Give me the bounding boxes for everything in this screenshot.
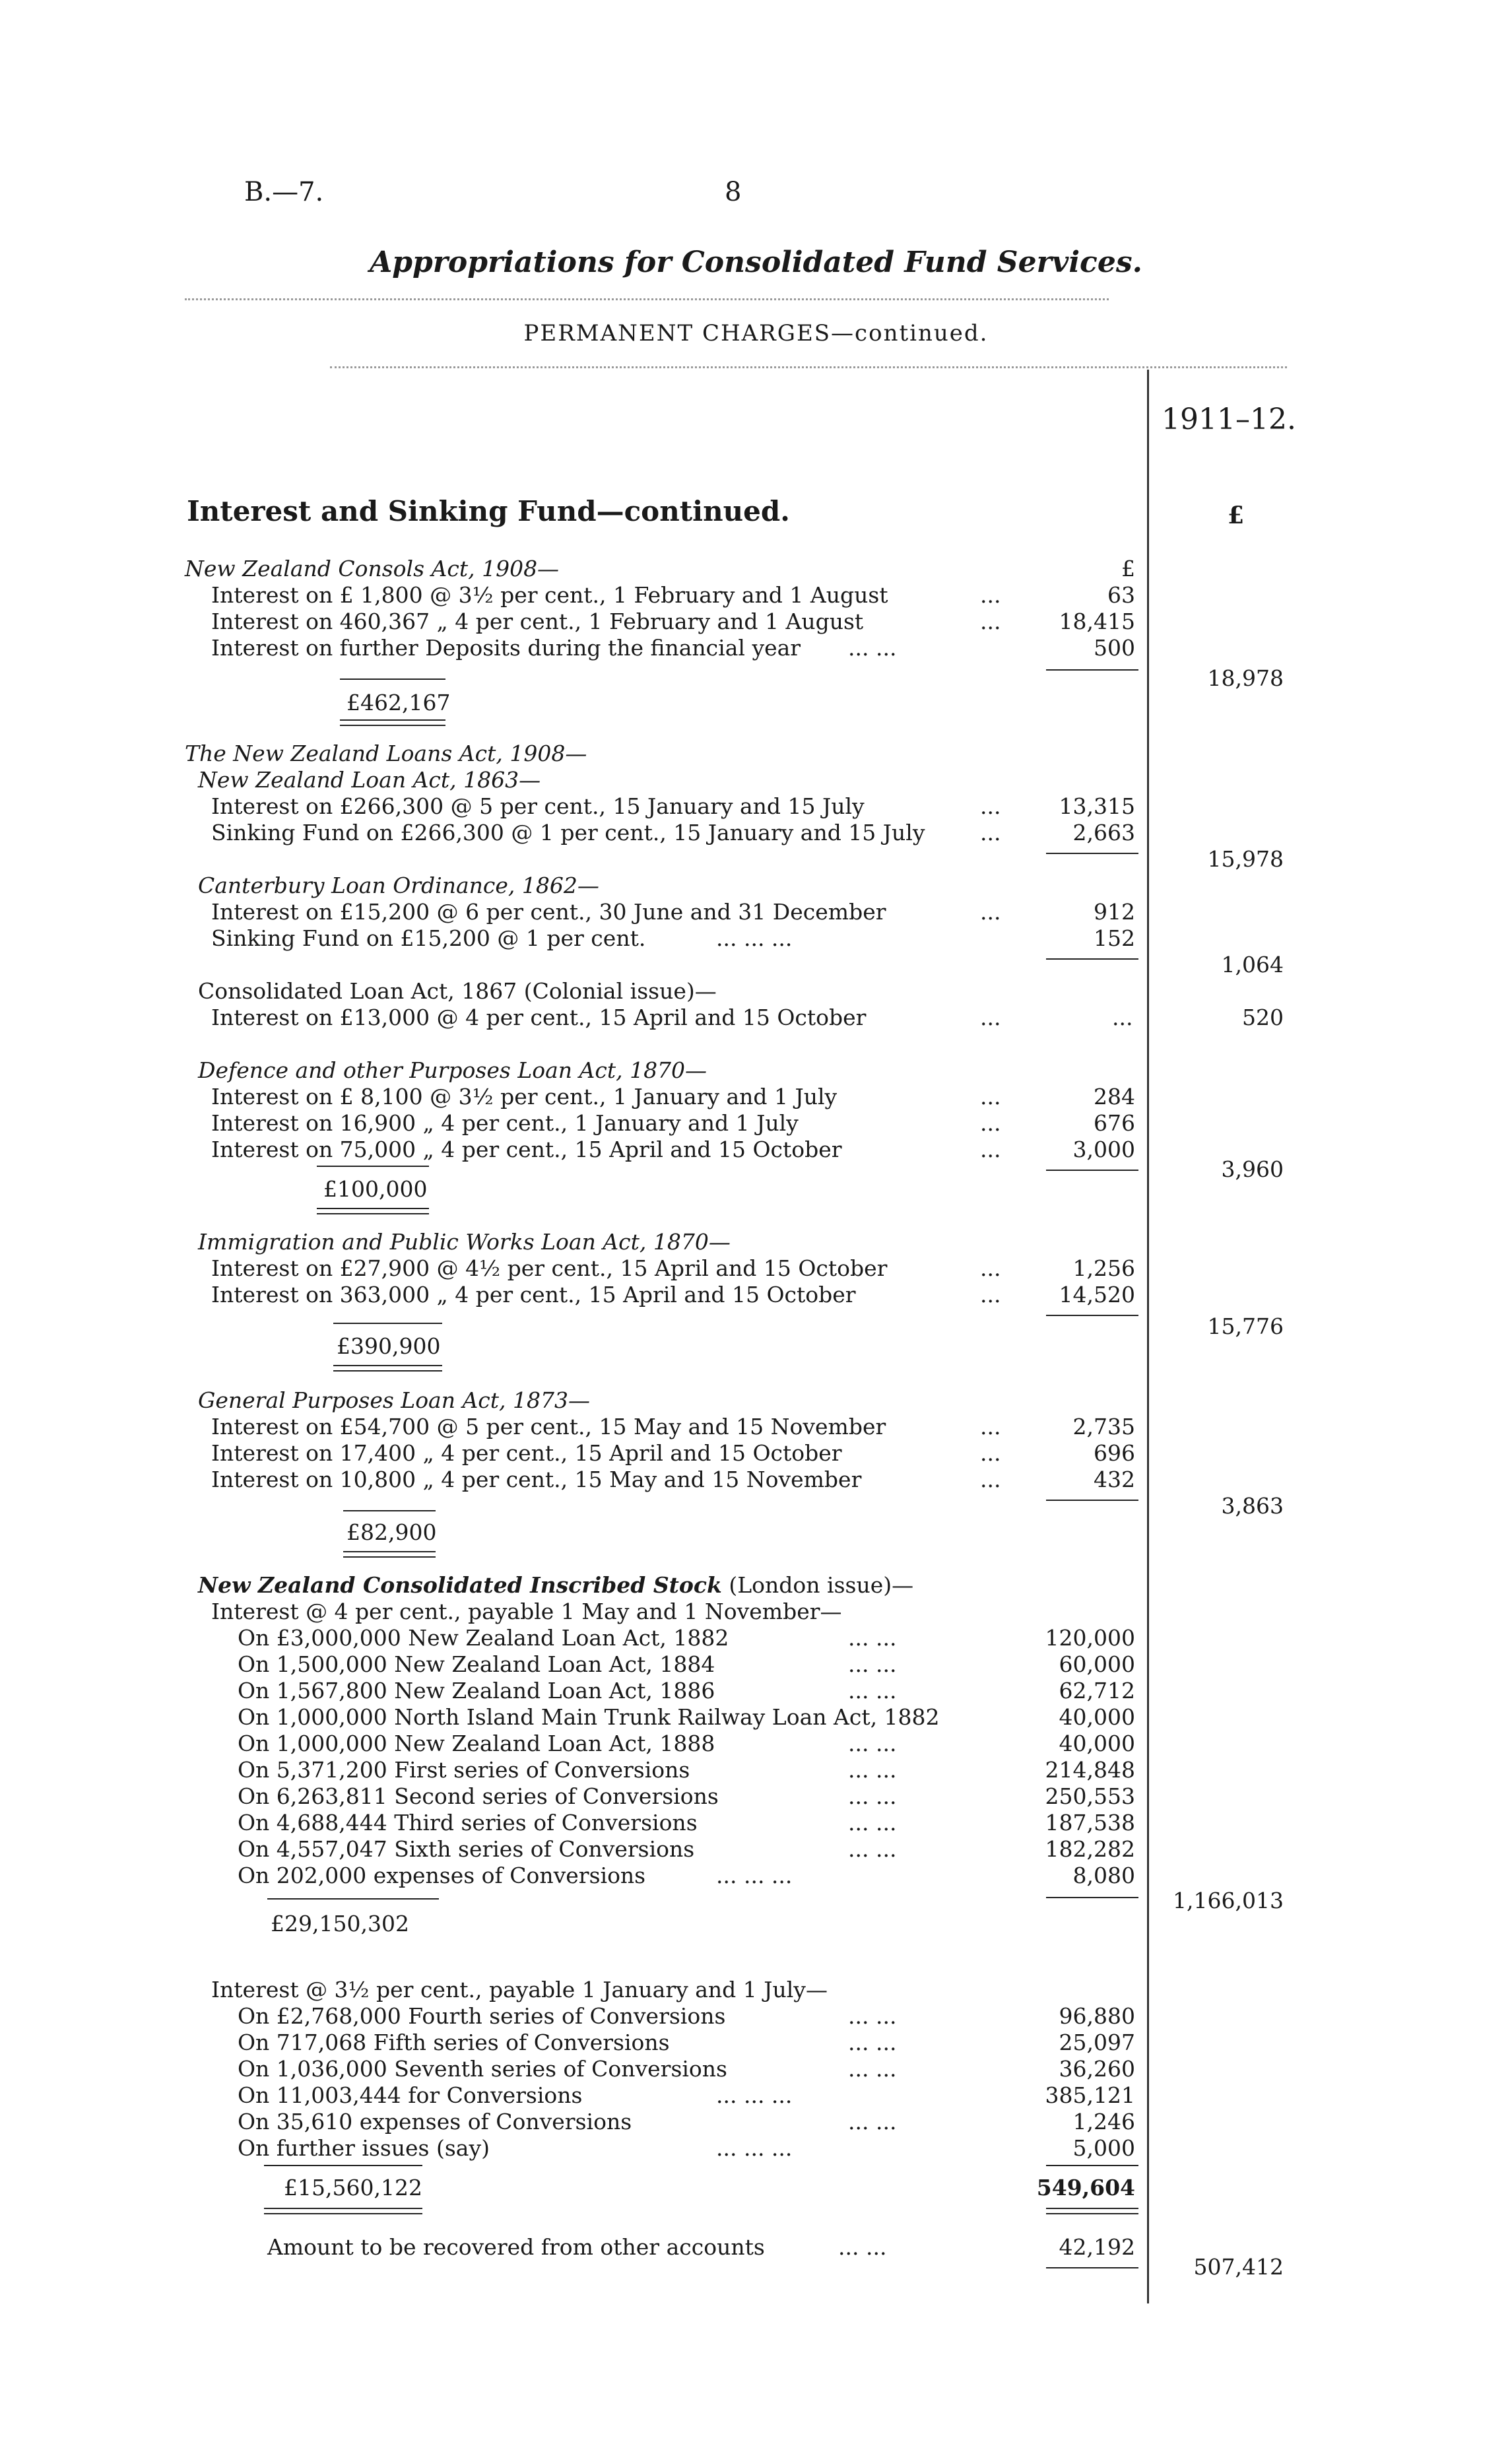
group-heading: Immigration and Public Works Loan Act, 1870— [198, 1229, 731, 1255]
rate-heading: Interest @ 4 per cent., payable 1 May and 1 November— [211, 1599, 842, 1624]
subtitle: PERMANENT CHARGES—continued. [523, 320, 989, 347]
amount: 3,000 [1072, 1137, 1135, 1162]
group-total: 3,960 [1221, 1156, 1284, 1182]
principal-sum: £462,167 [346, 690, 451, 715]
amount: 2,663 [1072, 820, 1135, 845]
amount: 2,735 [1072, 1414, 1135, 1439]
sum-rule [1046, 1170, 1138, 1171]
group-total: 15,776 [1207, 1313, 1284, 1339]
line-item: Interest on £54,700 @ 5 per cent., 15 May and 15 November [211, 1414, 886, 1439]
line-item: Interest on 75,000 „ 4 per cent., 15 April and 15 October [211, 1137, 842, 1162]
double-rule [264, 2208, 422, 2214]
sum-rule [1046, 1315, 1138, 1316]
amount: 284 [1094, 1084, 1135, 1109]
leader-dots: ... [980, 1005, 1001, 1030]
line-item: Interest on £15,200 @ 6 per cent., 30 June and 31 December [211, 899, 886, 925]
sum-rule [1046, 2165, 1138, 2166]
leader-dots: ... ... ... [716, 2135, 793, 2161]
leader-dots: ... [980, 820, 1001, 845]
line-item: On 1,500,000 New Zealand Loan Act, 1884 [238, 1651, 715, 1677]
leader-dots: ... ... [848, 635, 897, 661]
sum-rule [340, 678, 445, 680]
double-rule [317, 1208, 429, 1214]
principal-sum: £29,150,302 [271, 1911, 409, 1936]
leader-dots: ... ... [838, 2234, 887, 2260]
amount: 18,415 [1059, 609, 1135, 634]
line-item: On 1,000,000 North Island Main Trunk Railway Loan Act, 1882 [238, 1704, 940, 1730]
amount: 912 [1094, 899, 1135, 925]
leader-dots: ... ... ... [716, 2082, 793, 2108]
leader-dots: ... ... [848, 1757, 897, 1783]
leader-dots: ... ... [848, 2030, 897, 2055]
amount: 250,553 [1045, 1783, 1135, 1809]
line-item: On £3,000,000 New Zealand Loan Act, 1882 [238, 1625, 729, 1651]
line-item: Interest on further Deposits during the financial year [211, 635, 801, 661]
line-item: Interest on 16,900 „ 4 per cent., 1 January and 1 July [211, 1110, 799, 1136]
amount: 63 [1107, 582, 1135, 608]
double-rule [343, 1551, 436, 1558]
group-heading: Canterbury Loan Ordinance, 1862— [198, 873, 599, 898]
divider [330, 366, 1287, 368]
line-item: Interest on £ 1,800 @ 3½ per cent., 1 February and 1 August [211, 582, 888, 608]
sum-rule [317, 1166, 429, 1167]
leader-dots: ... ... [848, 2003, 897, 2029]
page-title: Appropriations for Consolidated Fund Services. [370, 246, 1142, 279]
leader-dots: ... ... ... [716, 1863, 793, 1888]
pound-sign: £ [1121, 556, 1135, 581]
amount: 182,282 [1045, 1836, 1135, 1862]
leader-dots: ... [980, 1440, 1001, 1466]
leader-dots: ... ... [848, 1836, 897, 1862]
leader-dots: ... [980, 1282, 1001, 1307]
line-item: On 6,263,811 Second series of Conversions [238, 1783, 719, 1809]
line-item: Interest on £266,300 @ 5 per cent., 15 January and 15 July [211, 793, 865, 819]
sum-rule [333, 1323, 442, 1324]
page-number: 8 [725, 177, 742, 207]
leader-dots: ... ... [848, 1731, 897, 1756]
year-heading: 1911–12. [1162, 403, 1296, 436]
currency-heading: £ [1228, 502, 1245, 529]
sum-rule [1046, 1897, 1138, 1898]
amount: 1,246 [1072, 2109, 1135, 2134]
line-item: Sinking Fund on £15,200 @ 1 per cent. [211, 925, 646, 951]
section-heading: Interest and Sinking Fund—continued. [187, 495, 790, 527]
group-heading: New Zealand Consolidated Inscribed Stock (London issue)— [198, 1572, 914, 1598]
line-item: On 4,688,444 Third series of Conversions [238, 1810, 698, 1836]
amount: 152 [1094, 925, 1135, 951]
sum-rule [343, 1510, 436, 1511]
leader-dots: ... [980, 899, 1001, 925]
leader-dots: ... [980, 793, 1001, 819]
amount: 385,121 [1045, 2082, 1135, 2108]
double-rule [340, 719, 445, 726]
principal-sum: £100,000 [323, 1176, 428, 1202]
amount: 432 [1094, 1467, 1135, 1492]
group-total: 3,863 [1221, 1493, 1284, 1519]
leader-dots: ... [980, 1467, 1001, 1492]
amount: 13,315 [1059, 793, 1135, 819]
sum-rule [267, 1898, 439, 1900]
amount: 676 [1094, 1110, 1135, 1136]
amount: 40,000 [1059, 1704, 1135, 1730]
group-heading: General Purposes Loan Act, 1873— [198, 1387, 591, 1413]
leader-dots: ... [980, 1255, 1001, 1281]
line-item: On 4,557,047 Sixth series of Conversions [238, 1836, 695, 1862]
amount: 187,538 [1045, 1810, 1135, 1836]
amount: 1,256 [1072, 1255, 1135, 1281]
sum-rule [1046, 853, 1138, 854]
leader-dots: ... ... [848, 1783, 897, 1809]
leader-dots: ... ... [848, 1810, 897, 1836]
rate-heading: Interest @ 3½ per cent., payable 1 January and 1 July— [211, 1977, 828, 2002]
grand-total: 507,412 [1193, 2254, 1284, 2280]
amount: 96,880 [1059, 2003, 1135, 2029]
line-item: On £2,768,000 Fourth series of Conversions [238, 2003, 726, 2029]
amount: 40,000 [1059, 1731, 1135, 1756]
line-item: Interest on 17,400 „ 4 per cent., 15 April and 15 October [211, 1440, 842, 1466]
line-item: Interest on 10,800 „ 4 per cent., 15 May and 15 November [211, 1467, 862, 1492]
group-total: 18,978 [1207, 665, 1284, 691]
principal-sum: £15,560,122 [284, 2175, 422, 2200]
leader-dots: ... [980, 1084, 1001, 1109]
double-rule [333, 1365, 442, 1372]
amount: 120,000 [1045, 1625, 1135, 1651]
line-item: On 1,000,000 New Zealand Loan Act, 1888 [238, 1731, 715, 1756]
leader-dots: ... [980, 1414, 1001, 1439]
leader-dots: ... [980, 1110, 1001, 1136]
amount: 62,712 [1059, 1678, 1135, 1704]
principal-sum: £82,900 [346, 1519, 437, 1545]
group-subheading: New Zealand Loan Act, 1863— [198, 767, 541, 793]
subtotal: 549,604 [1036, 2175, 1135, 2200]
line-item: On 1,567,800 New Zealand Loan Act, 1886 [238, 1678, 715, 1704]
group-heading: New Zealand Consols Act, 1908— [185, 556, 560, 581]
amount: 14,520 [1059, 1282, 1135, 1307]
line-item: Interest on 363,000 „ 4 per cent., 15 April and 15 October [211, 1282, 856, 1307]
line-item: Interest on 460,367 „ 4 per cent., 1 February and 1 August [211, 609, 864, 634]
line-item: On 1,036,000 Seventh series of Conversions [238, 2056, 727, 2082]
amount: 500 [1094, 635, 1135, 661]
leader-dots: ... ... [848, 1625, 897, 1651]
group-total: 520 [1242, 1005, 1284, 1030]
group-heading: Consolidated Loan Act, 1867 (Colonial issue)— [198, 978, 717, 1004]
double-rule [1046, 2208, 1138, 2214]
group-total: 1,064 [1221, 952, 1284, 977]
line-item: Interest on £ 8,100 @ 3½ per cent., 1 January and 1 July [211, 1084, 838, 1109]
leader-dots: ... ... [848, 1651, 897, 1677]
amount: 42,192 [1059, 2234, 1135, 2260]
principal-sum: £390,900 [337, 1333, 441, 1359]
line-item: Sinking Fund on £266,300 @ 1 per cent., 15 January and 15 July [211, 820, 925, 845]
line-item: On 5,371,200 First series of Conversions [238, 1757, 690, 1783]
amount: 8,080 [1072, 1863, 1135, 1888]
leader-dots: ... ... [848, 1678, 897, 1704]
amount: 25,097 [1059, 2030, 1135, 2055]
leader-dots: ... [980, 582, 1001, 608]
leader-dots: ... [980, 609, 1001, 634]
line-item: Interest on £27,900 @ 4½ per cent., 15 April and 15 October [211, 1255, 888, 1281]
group-heading: Defence and other Purposes Loan Act, 1870— [198, 1057, 707, 1083]
amount: 60,000 [1059, 1651, 1135, 1677]
line-item: On 202,000 expenses of Conversions [238, 1863, 646, 1888]
leader-dots: ... [980, 1137, 1001, 1162]
amount: 214,848 [1045, 1757, 1135, 1783]
amount: 5,000 [1072, 2135, 1135, 2161]
group-total: 1,166,013 [1173, 1888, 1284, 1913]
leader-dots: ... [1112, 1005, 1133, 1030]
group-total: 15,978 [1207, 846, 1284, 872]
document-reference: B.—7. [244, 177, 324, 207]
group-heading: The New Zealand Loans Act, 1908— [185, 741, 587, 766]
line-item: On 11,003,444 for Conversions [238, 2082, 583, 2108]
line-item: On 35,610 expenses of Conversions [238, 2109, 632, 2134]
leader-dots: ... ... [848, 2056, 897, 2082]
amount: 36,260 [1059, 2056, 1135, 2082]
line-item: On 717,068 Fifth series of Conversions [238, 2030, 670, 2055]
recovery-line: Amount to be recovered from other accounts [267, 2234, 765, 2260]
sum-rule [264, 2165, 422, 2166]
sum-rule [1046, 2267, 1138, 2268]
leader-dots: ... ... [848, 2109, 897, 2134]
divider [185, 298, 1109, 300]
sum-rule [1046, 1500, 1138, 1501]
line-item: On further issues (say) [238, 2135, 490, 2161]
sum-rule [1046, 669, 1138, 671]
line-item: Interest on £13,000 @ 4 per cent., 15 April and 15 October [211, 1005, 867, 1030]
sum-rule [1046, 958, 1138, 960]
amount: 696 [1094, 1440, 1135, 1466]
leader-dots: ... ... ... [716, 925, 793, 951]
